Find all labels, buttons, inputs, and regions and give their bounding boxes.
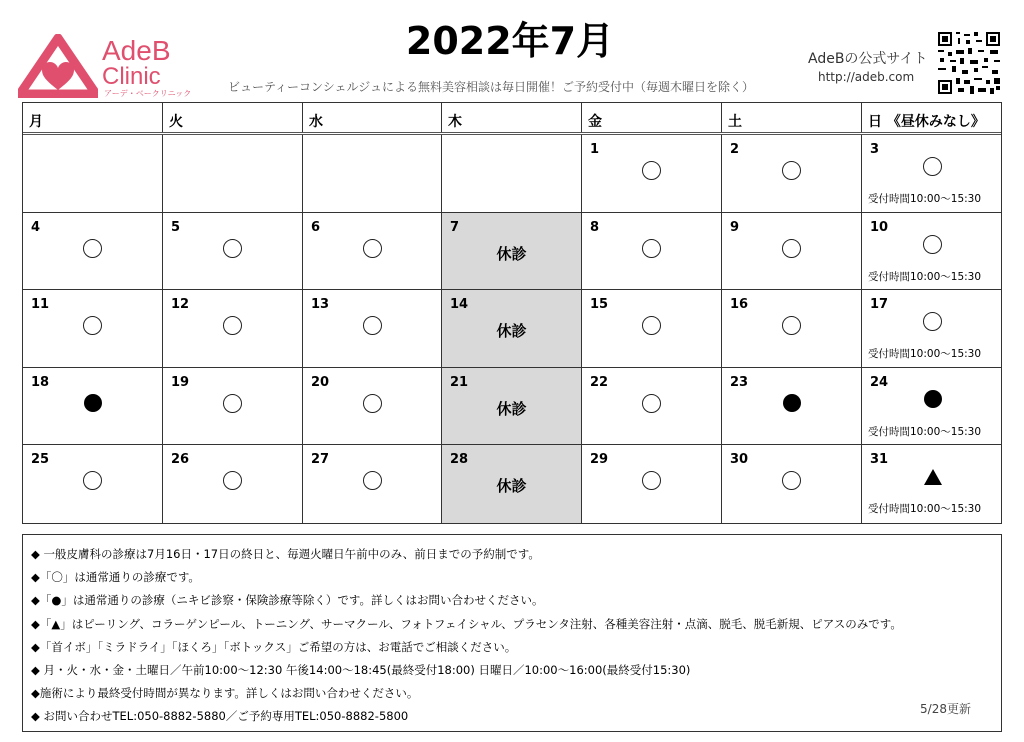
weekday-header: 土 <box>722 103 862 132</box>
day-number: 12 <box>171 297 190 312</box>
filled-circle-icon <box>862 390 1003 414</box>
triangle-icon <box>862 467 1003 491</box>
day-number: 17 <box>870 297 889 312</box>
sunday-hours: 受付時間10:00～15:30 <box>868 348 982 360</box>
note-line: ◆「首イボ」「ミラドライ」「ほくろ」「ボトックス」ご希望の方は、お電話でご相談ください。 <box>31 639 517 654</box>
calendar-day-cell[interactable] <box>862 290 1003 367</box>
circle-icon <box>722 239 861 264</box>
calendar-day-cell[interactable] <box>442 368 582 445</box>
circle-icon <box>582 316 721 341</box>
note-line: ◆「●」は通常通りの診療（ニキビ診察・保険診療等除く）です。詳しくはお問い合わせください。 <box>31 593 544 608</box>
page-title: 2022年7月 <box>405 19 615 63</box>
closed-label: 休診 <box>496 244 527 263</box>
logo-kana: アーデ・ベークリニック <box>104 89 192 98</box>
monthly-calendar <box>22 102 1002 524</box>
calendar-day-cell[interactable] <box>442 290 582 367</box>
header <box>0 0 1024 100</box>
day-number: 22 <box>590 374 609 390</box>
circle-icon <box>303 471 441 496</box>
circle-icon <box>722 316 861 341</box>
calendar-day-cell[interactable] <box>582 368 722 445</box>
weekday-header: 金 <box>582 103 722 132</box>
day-number: 14 <box>450 297 469 312</box>
calendar-day-cell[interactable] <box>442 213 582 290</box>
day-number: 18 <box>31 374 50 390</box>
day-number: 1 <box>590 142 600 157</box>
closed-label: 休診 <box>496 322 527 340</box>
circle-icon <box>23 239 162 264</box>
calendar-day-cell[interactable] <box>862 213 1003 290</box>
note-line: ◆ お問い合わせTEL:050-8882-5880／ご予約専用TEL:050-8882-5800 <box>31 709 409 724</box>
calendar-day-cell[interactable] <box>303 445 442 523</box>
day-number: 31 <box>870 452 889 467</box>
calendar-empty-cell <box>23 135 163 212</box>
calendar-week-row <box>23 213 1001 291</box>
calendar-day-cell[interactable] <box>303 290 442 367</box>
logo-text-main: AdeB <box>102 35 171 66</box>
calendar-day-cell[interactable] <box>862 368 1003 445</box>
sunday-hours: 受付時間10:00～15:30 <box>868 503 982 515</box>
calendar-day-cell[interactable] <box>163 368 303 445</box>
sunday-hours: 受付時間10:00～15:30 <box>868 425 982 438</box>
day-number: 7 <box>450 219 460 235</box>
circle-icon <box>862 235 1003 260</box>
day-number: 29 <box>590 452 609 467</box>
note-line: ◆ 一般皮膚科の診療は7月16日・17日の終日と、毎週火曜日午前中のみ、前日までの予約制です。 <box>31 547 540 561</box>
weekday-header: 火 <box>163 103 303 132</box>
day-number: 16 <box>730 297 749 312</box>
day-number: 8 <box>590 219 600 235</box>
note-line: ◆「〇」は通常通りの診療です。 <box>31 570 200 585</box>
weekday-header: 日 《昼休みなし》 <box>868 114 985 130</box>
calendar-day-cell[interactable] <box>163 290 303 367</box>
day-number: 19 <box>171 374 190 390</box>
day-number: 10 <box>870 219 889 235</box>
circle-icon <box>582 161 721 186</box>
calendar-day-cell[interactable] <box>23 213 163 290</box>
calendar-week-row <box>23 135 1001 213</box>
updated-date: 5/28更新 <box>920 702 971 716</box>
circle-icon <box>163 239 302 264</box>
calendar-day-cell[interactable] <box>722 135 862 212</box>
day-number: 13 <box>311 297 330 312</box>
filled-circle-icon <box>722 394 861 418</box>
day-number: 20 <box>311 374 330 390</box>
calendar-empty-cell <box>303 135 442 212</box>
day-number: 6 <box>311 219 321 235</box>
day-number: 11 <box>31 297 50 312</box>
page-subtitle: ビューティーコンシェルジュによる無料美容相談は毎日開催！ご予約受付中（毎週木曜日を除く） <box>228 80 754 94</box>
circle-icon <box>582 239 721 264</box>
calendar-day-cell[interactable] <box>23 368 163 445</box>
circle-icon <box>582 394 721 419</box>
calendar-day-cell[interactable] <box>303 213 442 290</box>
day-number: 3 <box>870 142 880 157</box>
note-line: ◆施術により最終受付時間が異なります。詳しくはお問い合わせください。 <box>31 686 419 701</box>
logo-heart-icon <box>18 34 98 98</box>
filled-circle-icon <box>23 394 162 418</box>
circle-icon <box>722 161 861 186</box>
calendar-day-cell[interactable] <box>23 445 163 523</box>
circle-icon <box>582 471 721 496</box>
circle-icon <box>163 394 302 419</box>
day-number: 24 <box>870 374 889 390</box>
calendar-day-cell[interactable] <box>23 290 163 367</box>
calendar-day-cell[interactable] <box>163 445 303 523</box>
day-number: 21 <box>450 374 469 390</box>
calendar-day-cell[interactable] <box>163 213 303 290</box>
circle-icon <box>163 316 302 341</box>
day-number: 9 <box>730 219 740 235</box>
circle-icon <box>23 471 162 496</box>
calendar-day-cell[interactable] <box>722 368 862 445</box>
calendar-day-cell[interactable] <box>582 135 722 212</box>
calendar-day-cell[interactable] <box>722 213 862 290</box>
calendar-day-cell[interactable] <box>722 445 862 523</box>
logo-text-sub: Clinic <box>102 63 161 90</box>
weekday-header: 月 <box>23 103 163 132</box>
day-number: 5 <box>171 219 181 235</box>
calendar-day-cell[interactable] <box>862 135 1003 212</box>
sunday-hours: 受付時間10:00～15:30 <box>868 270 982 283</box>
clinic-logo[interactable] <box>18 34 192 98</box>
calendar-day-cell[interactable] <box>722 290 862 367</box>
circle-icon <box>862 157 1003 182</box>
calendar-day-cell[interactable] <box>582 445 722 523</box>
calendar-day-cell[interactable] <box>442 445 582 523</box>
note-line: ◆ 月・火・水・金・土曜日／午前10:00～12:30 午後14:00～18:45(最終受付18:00) 日曜日／10:00～16:00(最終受付15:30) <box>31 663 691 678</box>
calendar-week-row <box>23 368 1001 446</box>
day-number: 2 <box>730 142 740 157</box>
calendar-day-cell[interactable] <box>582 213 722 290</box>
calendar-day-cell[interactable] <box>862 445 1003 523</box>
closed-label: 休診 <box>496 477 527 495</box>
site-url-link[interactable]: http://adeb.com <box>818 70 915 84</box>
day-number: 26 <box>171 452 190 467</box>
day-number: 15 <box>590 297 609 312</box>
day-number: 4 <box>31 219 41 235</box>
circle-icon <box>303 316 441 341</box>
site-name: AdeBの公式サイト <box>808 51 928 67</box>
sunday-hours: 受付時間10:00～15:30 <box>868 193 982 205</box>
calendar-day-cell[interactable] <box>582 290 722 367</box>
calendar-header-row <box>23 103 1001 135</box>
notes-panel <box>22 534 1002 732</box>
weekday-header: 水 <box>303 103 442 132</box>
weekday-header: 木 <box>442 103 582 132</box>
circle-icon <box>23 316 162 341</box>
circle-icon <box>303 239 441 264</box>
day-number: 27 <box>311 452 330 467</box>
note-line: ◆「▲」はピーリング、コラーゲンピール、トーニング、サーマクール、フォトフェイシャル、プラセンタ注射、各種美容注射・点滴、脱毛、脱毛新規、ピアスのみです。 <box>31 616 902 631</box>
closed-label: 休診 <box>496 399 527 418</box>
day-number: 25 <box>31 452 50 467</box>
calendar-day-cell[interactable] <box>303 368 442 445</box>
day-number: 28 <box>450 452 469 467</box>
circle-icon <box>862 312 1003 337</box>
calendar-week-row <box>23 290 1001 368</box>
circle-icon <box>722 471 861 496</box>
calendar-empty-cell <box>163 135 303 212</box>
calendar-week-row <box>23 445 1001 523</box>
day-number: 30 <box>730 452 749 467</box>
day-number: 23 <box>730 374 749 390</box>
circle-icon <box>303 394 441 419</box>
qr-code-icon[interactable] <box>936 30 1002 96</box>
circle-icon <box>163 471 302 496</box>
calendar-empty-cell <box>442 135 582 212</box>
